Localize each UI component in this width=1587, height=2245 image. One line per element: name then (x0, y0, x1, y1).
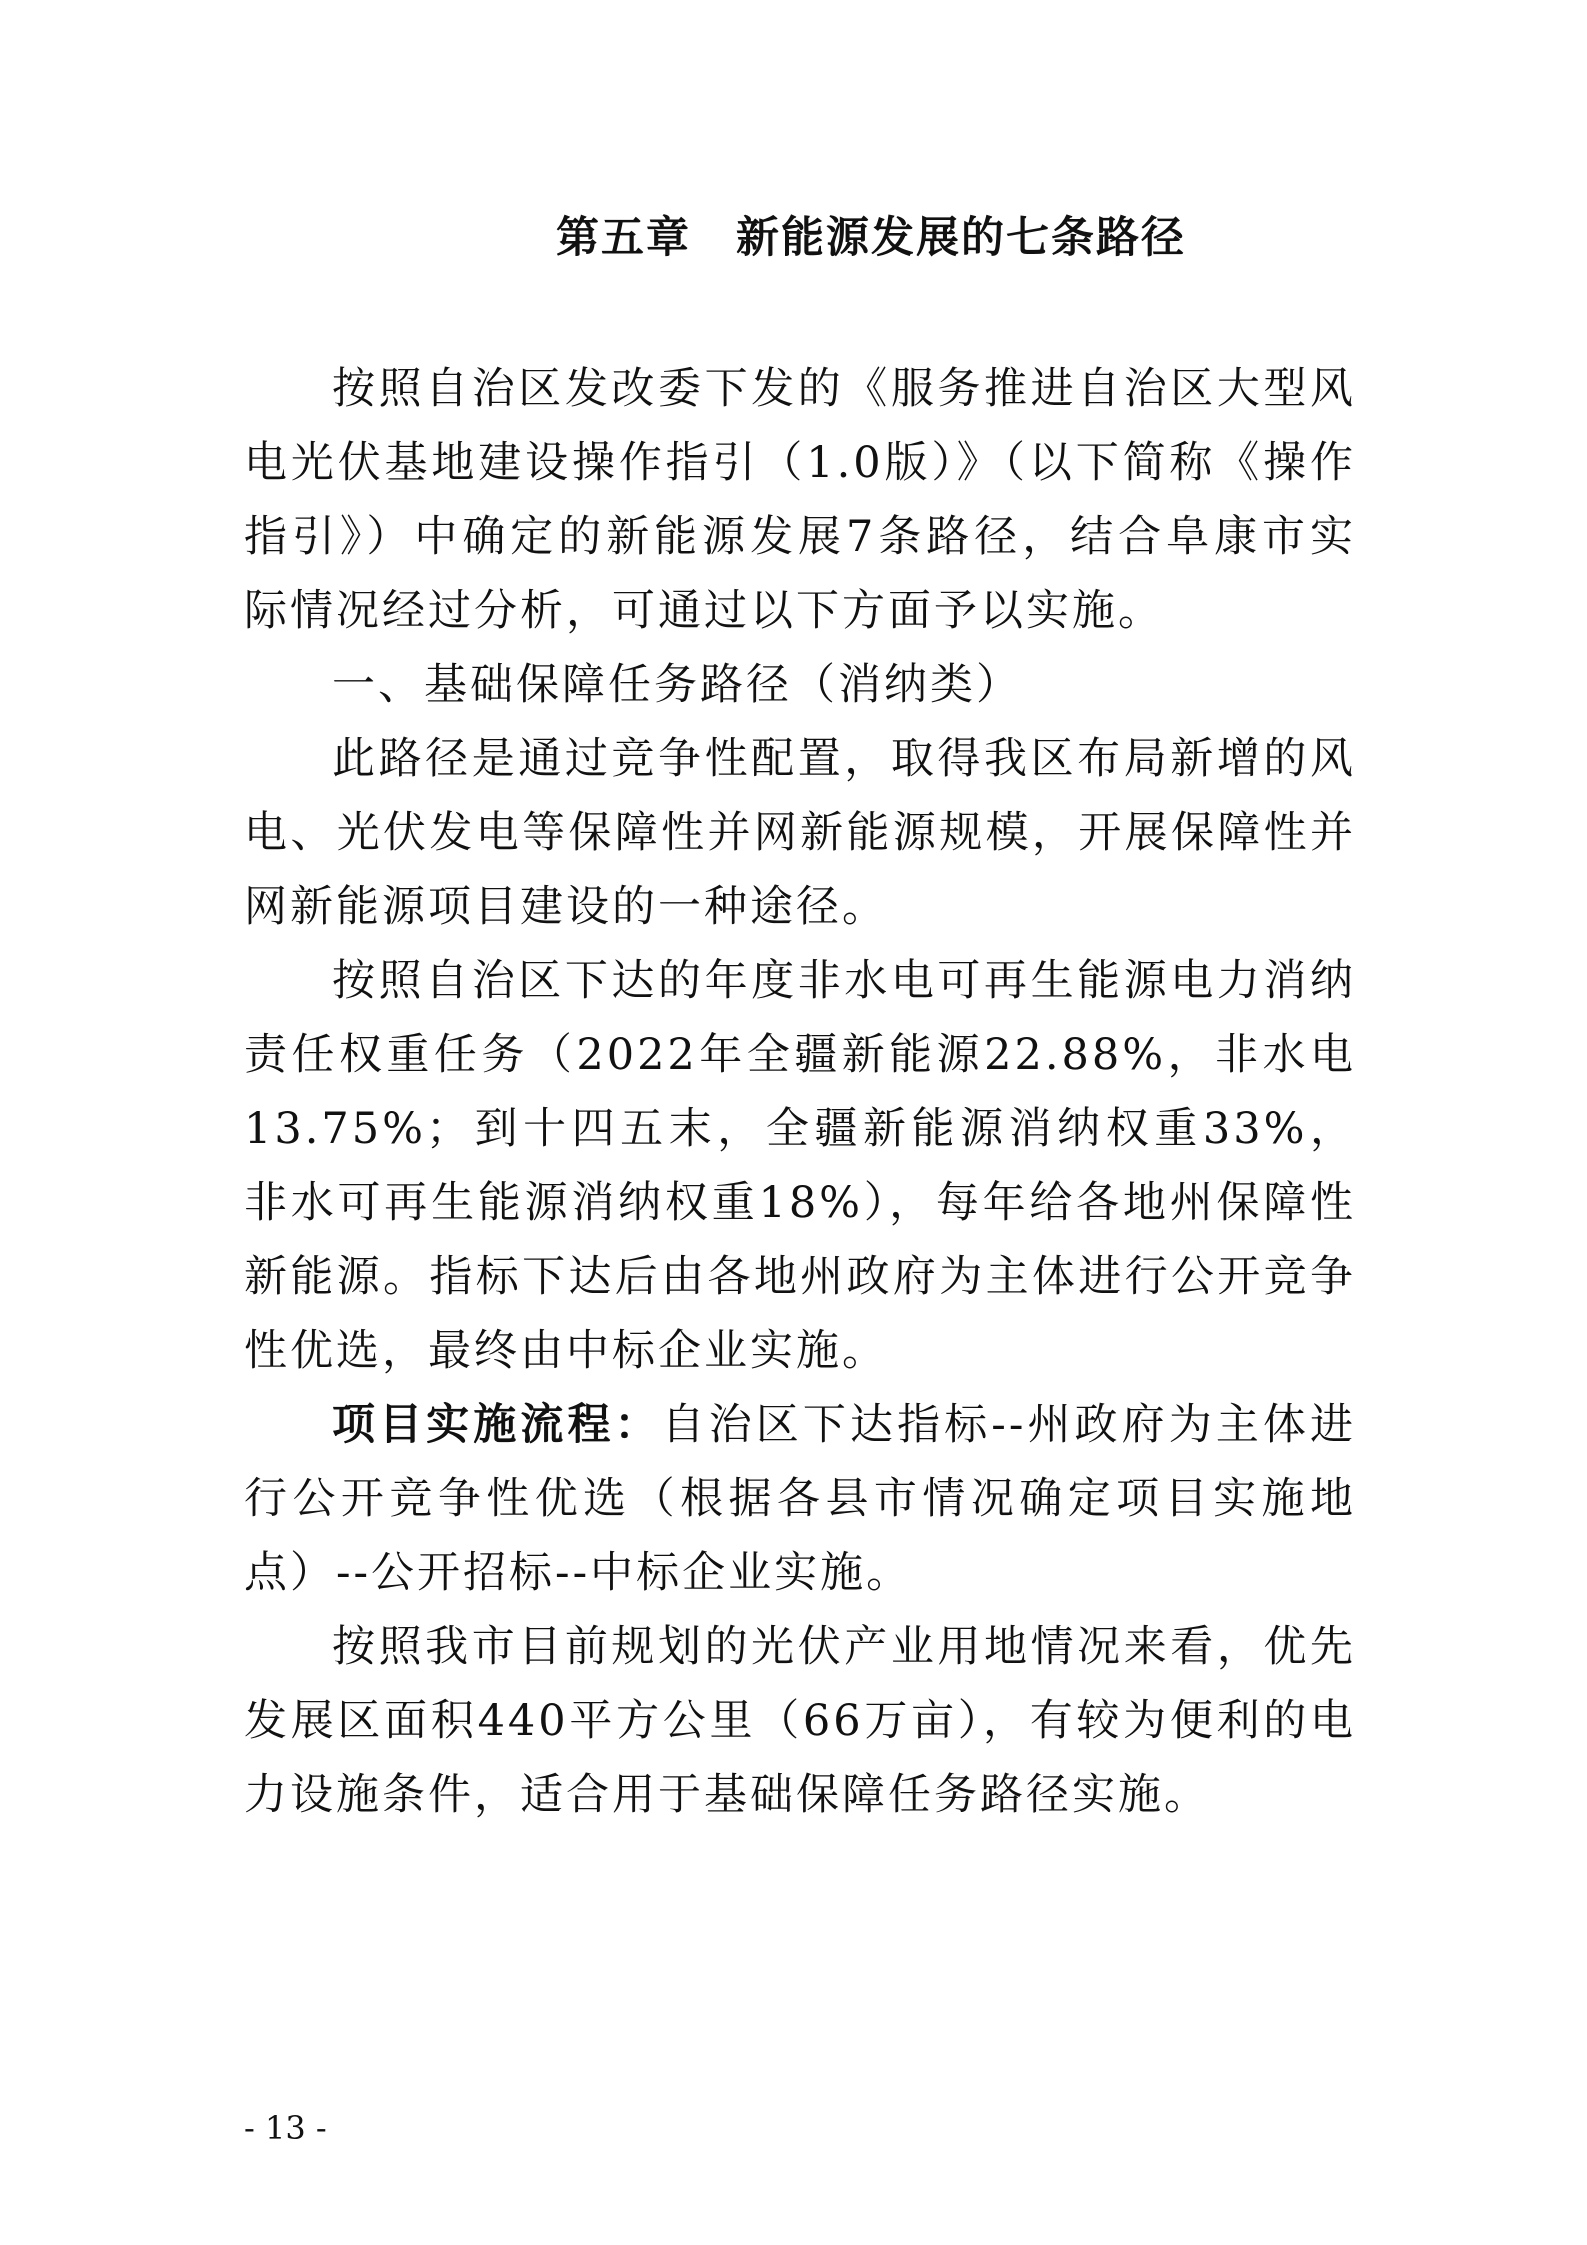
chapter-title: 第五章 新能源发展的七条路径 (556, 213, 1186, 263)
paragraph-land-use: 按照我市目前规划的光伏产业用地情况来看，优先发展区面积440平方公里（66万亩），有较为便利的电力设施条件，适合用于基础保障任务路径实施。 (244, 1622, 1356, 1820)
implementation-flow-text: 自治区下达指标--州政府为主体进行公开竞争性优选（根据各县市情况确定项目实施地点）--公开招标--中标企业实施。 (244, 1400, 1357, 1598)
paragraph-path-definition: 此路径是通过竞争性配置，取得我区布局新增的风电、光伏发电等保障性并网新能源规模，开展保障性并网新能源项目建设的一种途径。 (244, 734, 1356, 932)
implementation-flow-label: 项目实施流程： (332, 1400, 662, 1450)
page-number: - 13 - (244, 2109, 327, 2147)
section-heading: 一、基础保障任务路径（消纳类） (332, 660, 1022, 710)
paragraph-task-weights: 按照自治区下达的年度非水电可再生能源电力消纳责任权重任务（2022年全疆新能源22.88%，非水电13.75%；到十四五末，全疆新能源消纳权重33%，非水可再生能源消纳权重18%），每年给各地州保障性新能源。指标下达后由各地州政府为主体进行公开竞争性优选，最终由中标企业实施。 (244, 956, 1356, 1376)
body-text (244, 352, 1356, 1832)
paragraph-intro: 按照自治区发改委下发的《服务推进自治区大型风电光伏基地建设操作指引（1.0版）》（以下简称《操作指引》）中确定的新能源发展7条路径，结合阜康市实际情况经过分析，可通过以下方面予以实施。 (244, 364, 1356, 636)
paragraph-implementation-flow (244, 1388, 1356, 1610)
